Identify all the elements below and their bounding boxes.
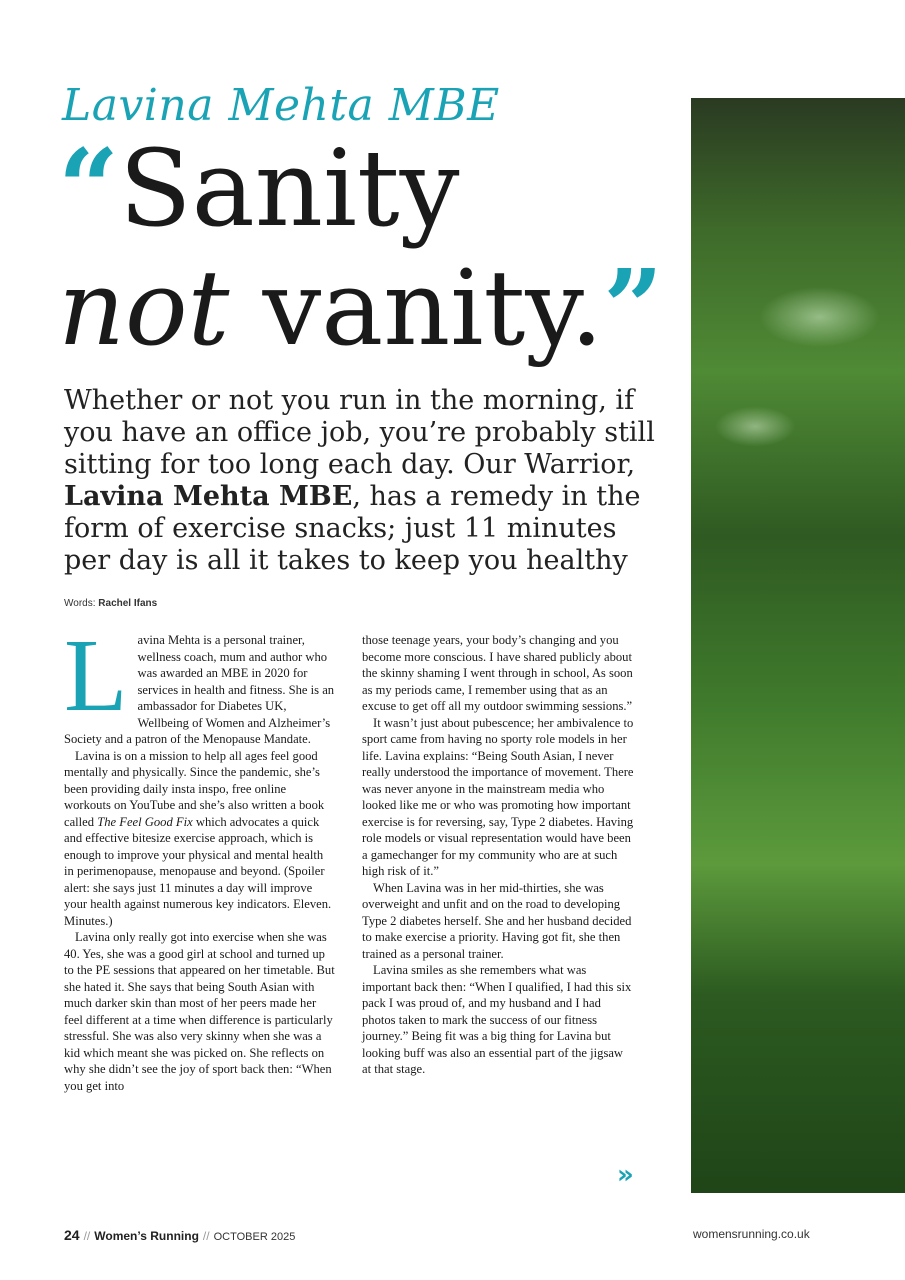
paragraph: It wasn’t just about pubescence; her ambivalence to sport came from having no sporty role models in her life. Lavina explains: “Being South Asian, I never really understood the importance of movement. There was never anyone in the mainstream media who looked like me or who was promoting how important exercise is for reversing, say, Type 2 diabetes. Having role models or visual representation would have been a gamechanger for my community who are at such high risk of it.”	[362, 715, 634, 878]
book-title: The Feel Good Fix	[97, 814, 193, 829]
continue-chevron-icon: »	[617, 1160, 634, 1190]
issue-date: OCTOBER 2025	[213, 1231, 296, 1243]
paragraph	[64, 748, 336, 930]
standfirst-part2: , has a remedy in the form of exercise snacks; just 11 minutes per day is all it takes to keep you healthy	[64, 481, 641, 576]
separator: //	[83, 1229, 91, 1243]
byline	[64, 598, 157, 609]
paragraph: Lavina only really got into exercise when she was 40. Yes, she was a good girl at school and turned up to the PE sessions that appeared on her timetable. But she hated it. She says that being South Asian with much darker skin than most of her peers made her feel different at a time when difference is particularly stressful. She was also very skinny when she was a kid which meant she was picked on. She reflects on why she didn’t see the joy of sport back then: “When you get into	[64, 930, 335, 1093]
page-number: 24	[64, 1227, 80, 1243]
body-column-2	[362, 632, 634, 1078]
paragraph-text: which advocates a quick and effective bitesize exercise approach, which is enough to improve your physical and mental health in perimenopause, menopause and beyond. (Spoiler alert: she says just 11 minutes a day will improve your health against numerous key indicators. Eleven. Minutes.)	[64, 814, 332, 928]
headline-sanity: Sanity	[118, 127, 460, 250]
forest-photo	[691, 98, 905, 1193]
close-quote: ”	[603, 246, 664, 369]
paragraph: Lavina smiles as she remembers what was important back then: “When I qualified, I had this six pack I was proud of, and my husband and I had photos taken to mark the success of our fitness journey.” Being fit was a big thing for Lavina but looking buff was also an essential part of the jigsaw at that stage.	[362, 963, 632, 1076]
open-quote: “	[58, 125, 119, 250]
paragraph: those teenage years, your body’s changing and you become more conscious. I have shared publicly about the skinny shaming I went through in school, As soon as my periods came, I remember using that as an excuse to get off all my outdoor swimming sessions.”	[362, 633, 633, 713]
byline-label: Words:	[64, 598, 99, 609]
footer-folio	[64, 1227, 295, 1243]
paragraph-text: Lavina is on a mission to help all ages feel good mentally and physically. Since the pandemic, she’s been providing daily insta inspo, free online workouts on YouTube and she’s also written a book called	[64, 748, 325, 829]
headline	[58, 125, 664, 369]
paragraph	[64, 618, 336, 748]
headline-vanity: vanity.	[229, 247, 604, 369]
standfirst	[64, 385, 664, 577]
magazine-name: Women’s Running	[94, 1229, 199, 1243]
byline-author: Rachel Ifans	[98, 598, 158, 609]
paragraph-text: avina Mehta is a personal trainer, wellness coach, mum and author who was awarded an MBE in 2020 for services in health and fitness. She is an ambassador for Diabetes UK, Wellbeing of Women and Alzheimer’s Society and a patron of the Menopause Mandate.	[64, 633, 335, 746]
drop-cap: L	[64, 618, 128, 733]
website-url: womensrunning.co.uk	[693, 1227, 810, 1241]
standfirst-name: Lavina Mehta MBE	[64, 481, 353, 512]
headline-line1	[58, 125, 663, 250]
standfirst-part1: Whether or not you run in the morning, if you have an office job, you’re probably still sitting for too long each day. Our Warrior,	[64, 385, 655, 480]
article-kicker: Lavina Mehta MBE	[62, 80, 500, 131]
headline-not: not	[58, 247, 230, 369]
paragraph: When Lavina was in her mid-thirties, she was overweight and unfit and on the road to developing Type 2 diabetes herself. She and her husband decided to make exercise a priority. Having got fit, she then trained as a personal trainer.	[362, 880, 632, 961]
separator: //	[202, 1229, 210, 1243]
headline-line2	[58, 246, 664, 369]
body-column-1	[64, 618, 336, 1094]
